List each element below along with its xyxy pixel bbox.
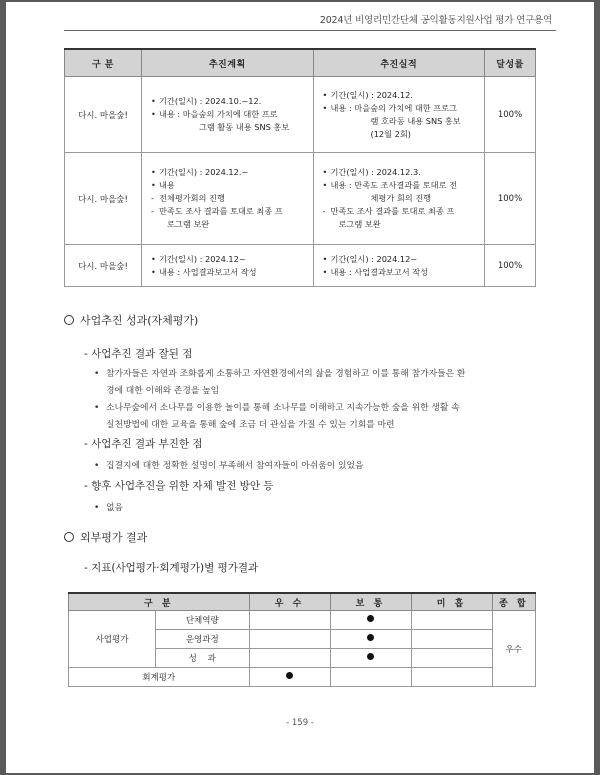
table-row bbox=[65, 77, 536, 153]
column-header-category: 구 분 bbox=[65, 49, 142, 77]
column-header-excellent: 우 수 bbox=[249, 593, 330, 611]
category-cell: 다시. 마을숲! bbox=[65, 153, 142, 245]
plan-content-cont: 그램 활동 내용 SNS 홍보 bbox=[199, 122, 290, 132]
subheading-good: - 사업추진 결과 잘된 점 bbox=[84, 348, 193, 360]
excellent-cell bbox=[249, 630, 330, 649]
section-heading-external-eval bbox=[64, 529, 147, 545]
circle-bullet-icon bbox=[64, 315, 74, 325]
result-content-cont: 체평가 회의 진행 bbox=[370, 193, 432, 203]
bullet-item: • 참가자들은 자연과 조화롭게 소통하고 자연환경에서의 삶을 경험하고 이를 통해 참가자들은 환 bbox=[94, 366, 544, 383]
column-header-normal: 보 통 bbox=[330, 593, 411, 611]
normal-cell bbox=[330, 668, 411, 687]
poor-cell bbox=[411, 630, 492, 649]
subheading-bad: - 사업추진 결과 부진한 점 bbox=[84, 438, 203, 450]
result-period: • 기간(일시) : 2024.12.3. bbox=[323, 166, 478, 179]
good-points bbox=[94, 366, 544, 434]
section-heading-self-eval bbox=[64, 312, 198, 328]
normal-cell bbox=[330, 630, 411, 649]
result-content-cont: 램 호라동 내용 SNS 홍보 bbox=[370, 115, 461, 126]
column-header-poor: 미 흡 bbox=[411, 593, 492, 611]
selected-mark-icon bbox=[286, 672, 293, 679]
result-period: • 기간(일시) : 2024.12. bbox=[323, 89, 478, 102]
plan-result-table bbox=[64, 48, 536, 287]
table-row bbox=[65, 245, 536, 287]
excellent-cell bbox=[249, 668, 330, 687]
plan-cell bbox=[142, 153, 314, 245]
plan-period: • 기간(일시) : 2024.12.~ bbox=[151, 166, 306, 179]
result-dash-item: - 만족도 조사 결과를 토대로 최종 프 bbox=[323, 205, 478, 218]
subheading-plan: - 향후 사업추진을 위한 자체 발전 방안 등 bbox=[84, 480, 274, 492]
plan-points bbox=[94, 500, 534, 517]
normal-cell bbox=[330, 649, 411, 668]
section-title: 사업추진 성과(자체평가) bbox=[80, 314, 199, 327]
result-content: • 내용 : 만족도 조사결과를 토대로 전 bbox=[323, 179, 478, 192]
overall-cell: 우수 bbox=[492, 611, 535, 687]
document-page bbox=[6, 2, 594, 773]
header-rule bbox=[64, 30, 556, 31]
plan-dash-item-cont: 로그램 보완 bbox=[167, 219, 210, 229]
selected-mark-icon bbox=[367, 653, 374, 660]
bullet-item: • 집결지에 대한 정확한 설명이 부족해서 참여자들이 아쉬움이 있었음 bbox=[94, 458, 534, 475]
page-number: - 159 - bbox=[286, 718, 314, 728]
accounting-cell: 회계평가 bbox=[69, 668, 250, 687]
table-header-row bbox=[69, 593, 536, 611]
bullet-item-cont: 실천방법에 대한 교육을 통해 숲에 조금 더 관심을 가질 수 있는 기회를 마련 bbox=[106, 420, 395, 430]
column-header-overall: 종 합 bbox=[492, 593, 535, 611]
column-header-category: 구 분 bbox=[69, 593, 250, 611]
column-header-plan: 추진계획 bbox=[142, 49, 314, 77]
bullet-item: • 소나무숲에서 소나무를 이용한 놀이를 통해 소나무를 이해하고 지속가능한 숲을 위한 생활 속 bbox=[94, 400, 544, 417]
column-header-rate: 달성률 bbox=[485, 49, 536, 77]
table-header-row bbox=[65, 49, 536, 77]
poor-cell bbox=[411, 668, 492, 687]
result-period: • 기간(일시) : 2024.12~ bbox=[323, 253, 478, 266]
item-cell: 성 과 bbox=[156, 649, 250, 668]
section-title: 외부평가 결과 bbox=[80, 531, 148, 544]
poor-cell bbox=[411, 611, 492, 630]
excellent-cell bbox=[249, 611, 330, 630]
bullet-item-cont: 경에 대한 이해와 존경을 높임 bbox=[106, 386, 220, 396]
plan-content: • 내용 : 사업결과보고서 작성 bbox=[151, 266, 306, 279]
rate-cell: 100% bbox=[485, 77, 536, 153]
result-content: • 내용 : 마을숲의 가치에 대한 프로그 bbox=[323, 102, 478, 115]
table-row bbox=[69, 668, 536, 687]
poor-cell bbox=[411, 649, 492, 668]
plan-dash-item: - 만족도 조사 결과를 토대로 최종 프 bbox=[151, 205, 306, 218]
result-dash-item-cont: 로그램 보완 bbox=[338, 219, 381, 229]
category-cell: 다시. 마을숲! bbox=[65, 245, 142, 287]
item-cell: 단체역량 bbox=[156, 611, 250, 630]
plan-content: • 내용 bbox=[151, 179, 306, 192]
selected-mark-icon bbox=[367, 634, 374, 641]
rate-cell: 100% bbox=[485, 153, 536, 245]
bad-points bbox=[94, 458, 534, 475]
evaluation-table bbox=[68, 592, 536, 687]
plan-content: • 내용 : 마을숲의 가치에 대한 프로 bbox=[151, 108, 306, 121]
group-cell: 사업평가 bbox=[69, 611, 156, 668]
plan-cell bbox=[142, 77, 314, 153]
plan-cell bbox=[142, 245, 314, 287]
plan-period: • 기간(일시) : 2024.10.~12. bbox=[151, 95, 306, 108]
table-row bbox=[69, 611, 536, 630]
bullet-item: • 없음 bbox=[94, 500, 534, 517]
plan-period: • 기간(일시) : 2024.12~ bbox=[151, 253, 306, 266]
category-cell: 다시. 마을숲! bbox=[65, 77, 142, 153]
excellent-cell bbox=[249, 649, 330, 668]
running-header: 2024년 비영리민간단체 공익활동지원사업 평가 연구용역 bbox=[319, 15, 552, 26]
column-header-result: 추진실적 bbox=[313, 49, 485, 77]
result-cell bbox=[313, 245, 485, 287]
result-content-note: (12월 2회) bbox=[370, 128, 411, 139]
result-content: • 내용 : 사업결과보고서 작성 bbox=[323, 266, 478, 279]
circle-bullet-icon bbox=[64, 532, 74, 542]
result-cell bbox=[313, 153, 485, 245]
selected-mark-icon bbox=[367, 615, 374, 622]
result-cell bbox=[313, 77, 485, 153]
plan-dash-item: - 전체평가회의 진행 bbox=[151, 192, 306, 205]
subheading-indicator: - 지표(사업평가·회계평가)별 평가결과 bbox=[84, 562, 259, 574]
rate-cell: 100% bbox=[485, 245, 536, 287]
item-cell: 운영과정 bbox=[156, 630, 250, 649]
normal-cell bbox=[330, 611, 411, 630]
table-row bbox=[65, 153, 536, 245]
